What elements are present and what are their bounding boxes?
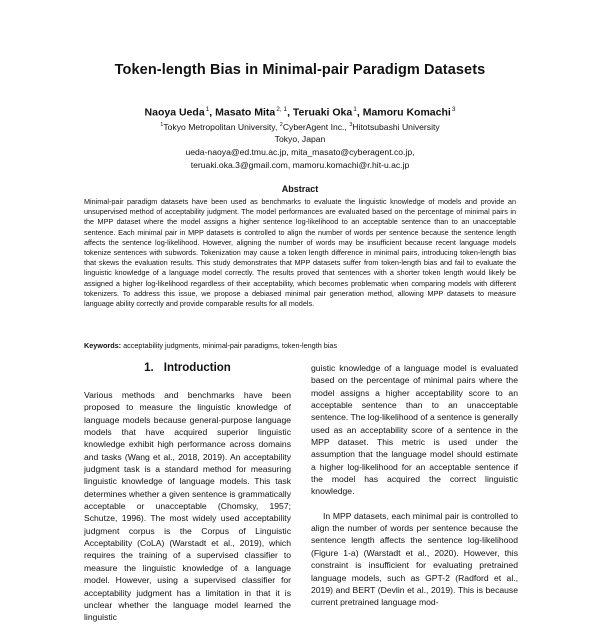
left-column bbox=[84, 389, 291, 623]
author-name: Teruaki Oka bbox=[292, 106, 353, 119]
author-affiliation-mark: 1 bbox=[205, 106, 210, 113]
author-affiliation-mark: 3 bbox=[451, 106, 456, 113]
affiliation-mark: 3 bbox=[349, 122, 353, 129]
right-column bbox=[311, 362, 518, 608]
author-separator: , bbox=[209, 106, 216, 119]
abstract-heading: Abstract bbox=[281, 184, 319, 194]
affiliations bbox=[0, 122, 600, 132]
body-paragraph: In MPP datasets, each minimal pair is controlled to align the number of words per sentence because the sentence length affects the sentence log-likelihood (Figure 1-a) (Warstadt et al., 2020). However, this constraint is insufficient for evaluating pretrained language models, such as GPT-2 (Radford et al., 2019) and BERT (Devlin et al., 2019). This is because current pretrained language mod- bbox=[311, 510, 518, 608]
section-title: Introduction bbox=[163, 362, 231, 374]
keywords bbox=[84, 341, 516, 350]
keywords-list: acceptability judgments, minimal-pair paradigms, token-length bias bbox=[121, 341, 338, 350]
affiliation-name: CyberAgent Inc., bbox=[282, 122, 350, 132]
author-separator: , bbox=[356, 106, 363, 119]
abstract-body: Minimal-pair paradigm datasets have been used as benchmarks to evaluate the linguistic knowledge of models and provide an unsupervised method of acceptability judgment. The model performances are evaluated based on the percentage of minimal pairs in the MPP dataset where the model assigns a higher sentence log-likelihood to an acceptable sentence than to an unacceptable sentence. Each minimal pair in MPP datasets is controlled to align the number of words per sentence because the sentence length affects the sentence log-likelihood. However, aligning the number of words may be insufficient because recent language models tokenize sentences with subwords. Tokenization may cause a token length difference in minimal pairs, introducing token-length bias that skews the evaluation results. This study demonstrates that MPP datasets suffer from token-length bias and fail to evaluate the linguistic knowledge of a language model correctly. The results proved that sentences with a shorter token length would likely be assigned a higher log-likelihood regardless of their acceptability, which becomes problematic when comparing models with different tokenizers. To address this issue, we propose a debiased minimal pair generation method, allowing MPP datasets to measure language ability correctly and provide comparable results for all models. bbox=[84, 197, 516, 309]
author-name: Mamoru Komachi bbox=[362, 106, 451, 119]
affiliation-mark: 2 bbox=[279, 122, 283, 129]
author-separator: , bbox=[287, 106, 293, 119]
author-list bbox=[0, 106, 600, 119]
section-number: 1. bbox=[144, 362, 154, 374]
body-paragraph: guistic knowledge of a language model is evaluated based on the percentage of minimal pairs where the model assigns a higher acceptability score to an acceptable sentence than to an unacceptable sentence. The log-likelihood of a sentence is generally used as an acceptability score of a sentence in the MPP dataset. This metric is used under the assumption that the language model should estimate a higher log-likelihood for an acceptable sentence if the model has acquired the correct linguistic knowledge. bbox=[311, 363, 518, 497]
section-heading bbox=[84, 362, 291, 374]
email-line: ueda-naoya@ed.tmu.ac.jp, mita_masato@cyberagent.co.jp, bbox=[185, 147, 415, 157]
keywords-label: Keywords: bbox=[84, 341, 122, 350]
email-line: teruaki.oka.3@gmail.com, mamoru.komachi@r.hit-u.ac.jp bbox=[190, 160, 410, 170]
author-affiliation-mark: 2, 1 bbox=[276, 106, 288, 113]
author-name: Naoya Ueda bbox=[144, 106, 205, 119]
author-name: Masato Mita bbox=[215, 106, 276, 119]
body-paragraph: Various methods and benchmarks have been proposed to measure the linguistic knowledge of language models because general-purpose language models that have acquired superior linguistic knowledge exhibit high performance across domains and tasks (Wang et al., 2018, 2019). An acceptability judgment task is a standard method for measuring linguistic knowledge of language models. This task determines whether a given sentence is grammatically acceptable or unacceptable (Chomsky, 1957; Schutze, 1996). The most widely used acceptability judgment corpus is the Corpus of Linguistic Acceptability (CoLA) (Warstadt et al., 2019), which requires the training of a supervised classifier to measure the linguistic knowledge of a language model. However, using a supervised classifier for acceptability judgment has a limitation in that it is unclear whether the language model learned the linguistic bbox=[84, 390, 291, 623]
author-affiliation-mark: 1 bbox=[353, 106, 357, 113]
affiliation-city: Tokyo, Japan bbox=[274, 134, 326, 144]
affiliation-name: Tokyo Metropolitan University, bbox=[163, 122, 280, 132]
affiliation-name: Hitotsubashi University bbox=[352, 122, 440, 132]
paper-title: Token-length Bias in Minimal-pair Paradigm Datasets bbox=[114, 62, 486, 78]
affiliation-mark: 1 bbox=[160, 122, 164, 129]
